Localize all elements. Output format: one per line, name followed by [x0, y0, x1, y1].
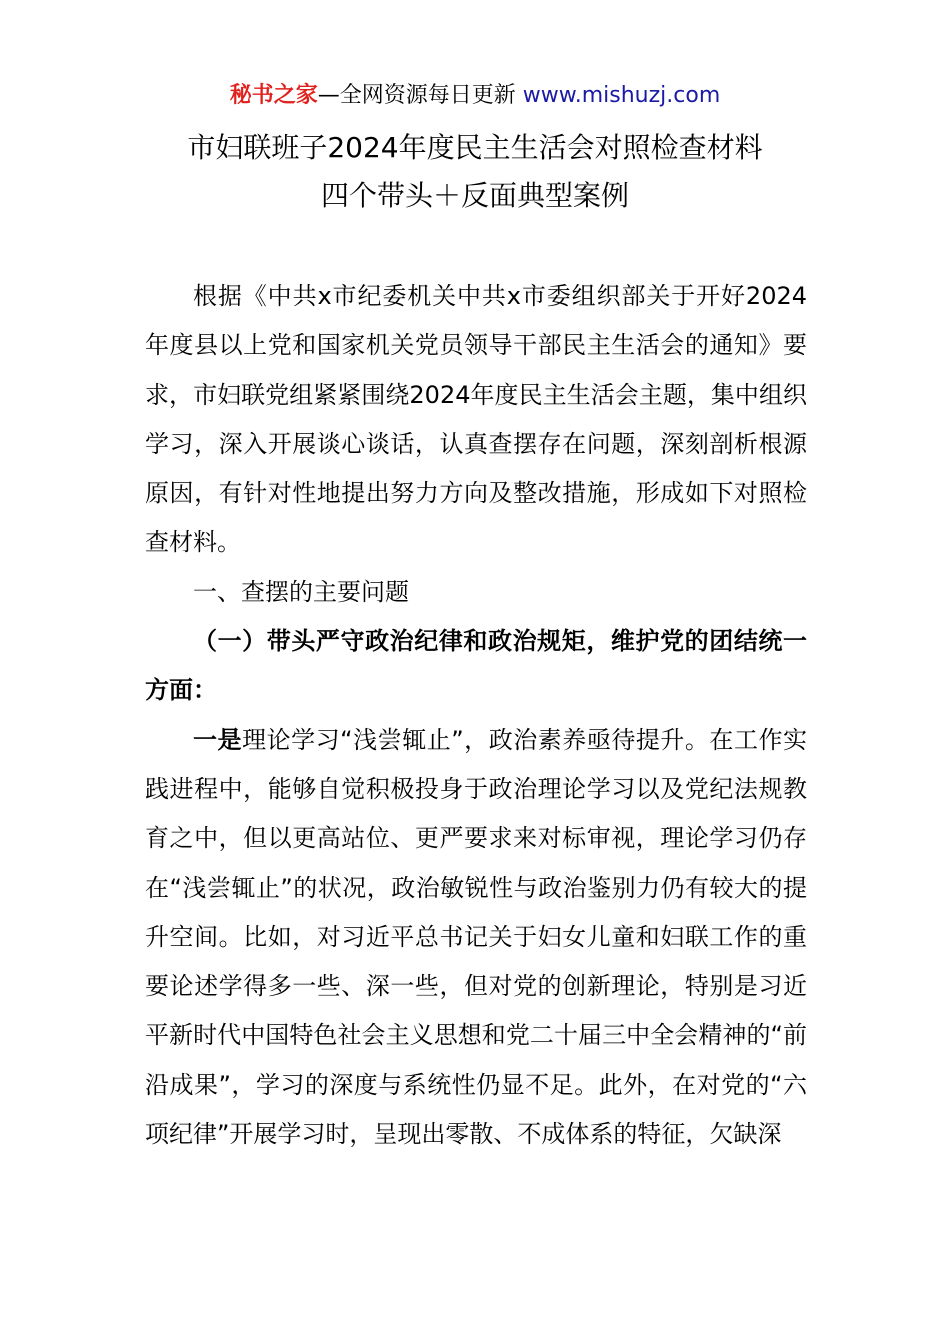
point-lead: 一是: [193, 725, 243, 754]
document-title-line2: 四个带头＋反面典型案例: [320, 179, 629, 212]
point-text: 理论学习“浅尝辄止”，政治素养亟待提升。在工作实践进程中，能够自觉积极投身于政治理论学习以及党纪法规教育之中，但以更高站位、更严要求来对标审视，理论学习仍存在“浅尝辄止”的状况，政治敏锐性与政治鉴别力仍有较大的提升空间。比如，对习近平总书记关于妇女儿童和妇联工作的重要论述学得多一些、深一些，但对党的创新理论，特别是习近平新时代中国特色社会主义思想和党二十届三中全会精神的“前沿成果”，学习的深度与系统性仍显不足。此外，在对党的“六项纪律”开展学习时，呈现出零散、不成体系的特征，欠缺深: [145, 725, 808, 1149]
header-slogan: —全网资源每日更新: [317, 83, 523, 108]
intro-paragraph: 根据《中共x市纪委机关中共x市委组织部关于开好2024年度县以上党和国家机关党员领导干部民主生活会的通知》要求，市妇联党组紧紧围绕2024年度民主生活会主题，集中组织学习，深入开展谈心谈话，认真查摆存在问题，深刻剖析根源原因，有针对性地提出努力方向及整改措施，形成如下对照检查材料。: [145, 282, 807, 557]
brand-name: 秘书之家: [229, 83, 318, 108]
subsection-heading: （一）带头严守政治纪律和政治规矩，维护党的团结统一方面：: [145, 627, 807, 705]
section-heading: 一、查摆的主要问题: [193, 577, 409, 606]
document-body: [145, 272, 807, 1159]
site-url[interactable]: www.mishuzj.com: [522, 83, 721, 108]
document-title-line1: 市妇联班子2024年度民主生活会对照检查材料: [187, 131, 763, 164]
site-header: [0, 80, 950, 112]
point-paragraph: [145, 716, 807, 1160]
